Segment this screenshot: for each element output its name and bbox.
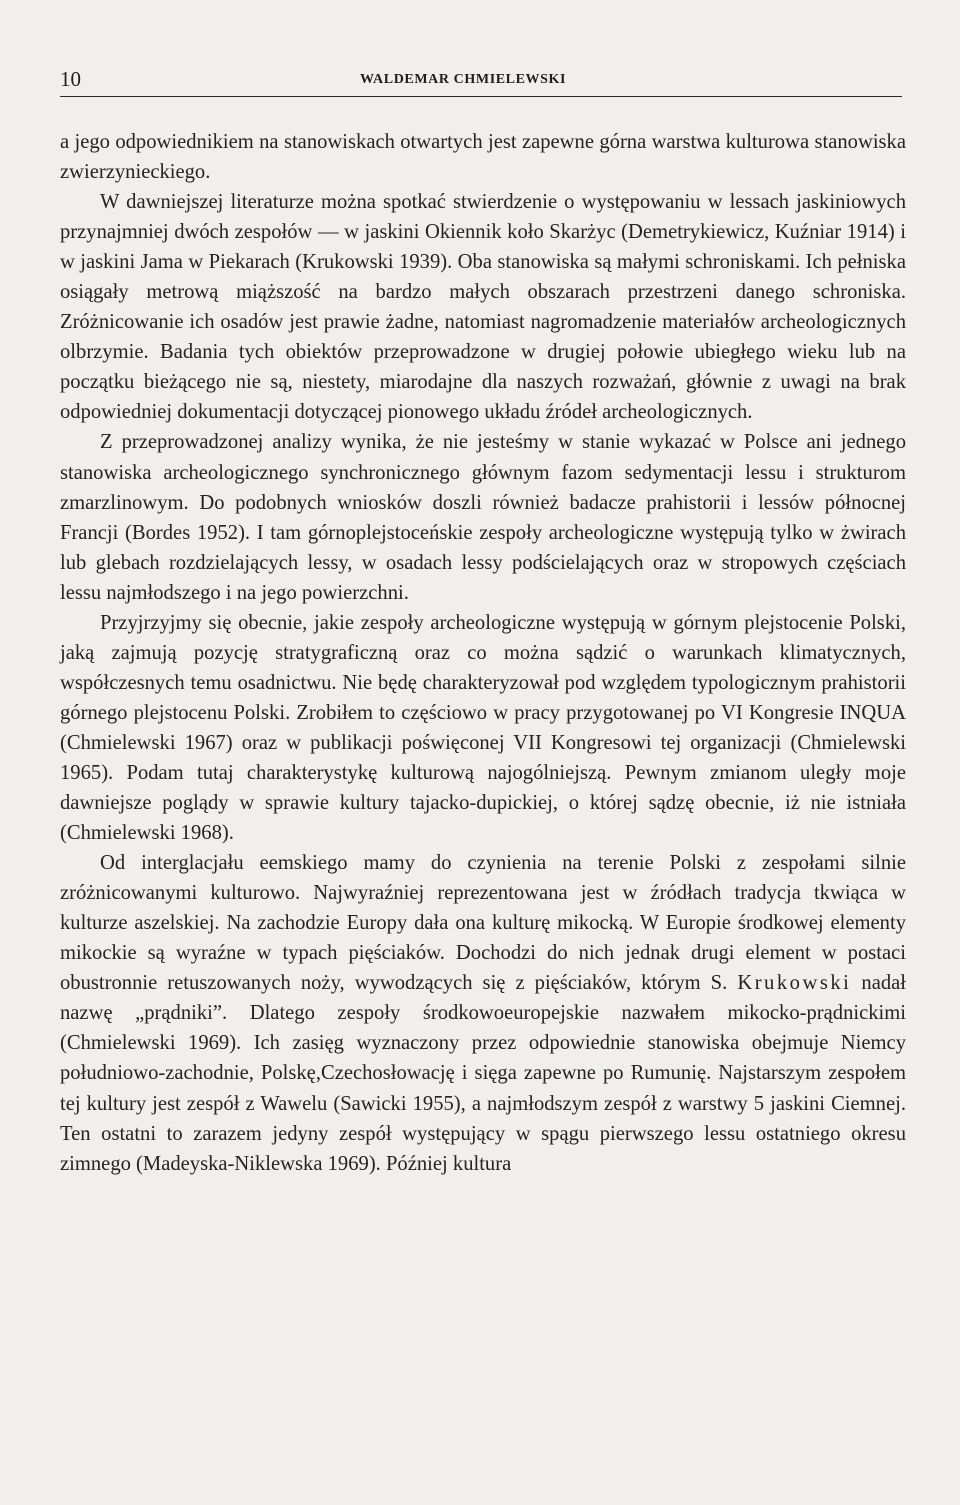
body-text <box>60 127 906 1179</box>
page-header <box>60 66 902 97</box>
paragraph-2: W dawniejszej literaturze można spotkać stwierdzenie o występowaniu w lessach jaskiniowych przynajmniej dwóch zespołów — w jaskini Okiennik koło Skarżyc (Demetrykiewicz, Kuźniar 1914) i w jaskini Jama w Piekarach (Krukowski 1939). Oba stanowiska są małymi schroniskami. Ich pełniska osiągały metrową miąższość na bardzo małych obszarach przestrzeni danego schroniska. Zróżnicowanie ich osadów jest prawie żadne, natomiast nagromadzenie materiałów archeologicznych olbrzymie. Badania tych obiektów przeprowadzone w drugiej połowie ubiegłego wieku lub na początku bieżącego nie są, niestety, miarodajne dla naszych rozważań, głównie z uwagi na brak odpowiedniej dokumentacji dotyczącej pionowego układu źródeł archeologicznych. <box>60 191 906 424</box>
paragraph-4: Przyjrzyjmy się obecnie, jakie zespoły archeologiczne występują w górnym plejstocenie Polski, jaką zajmują pozycję stratygraficzną oraz co można sądzić o warunkach klimatycznych, współczesnych temu osadnictwu. Nie będę charakteryzował pod względem typologicznym prahistorii górnego plejstocenu Polski. Zrobiłem to częściowo w pracy przygotowanej po VI Kongresie INQUA (Chmielewski 1967) oraz w publikacji poświęconej VII Kongresowi tej organizacji (Chmielewski 1965). Podam tutaj charakterystykę kulturową najogólniejszą. Pewnym zmianom uległy moje dawniejsze poglądy w sprawie kultury tajacko-dupickiej, o której sądzę obecnie, iż nie istniała (Chmielewski 1968). <box>60 611 906 845</box>
running-head: WALDEMAR CHMIELEWSKI <box>360 72 567 87</box>
paragraph-5-part-1: Od interglacjału eemskiego mamy do czynienia na terenie Polski z zespołami silnie zróżnicowanymi kulturowo. Najwyraźniej reprezentowana jest w źródłach tradycja tkwiąca w kulturze aszelskiej. Na zachodzie Europy dała ona kulturę mikocką. W Europie środkowej elementy mikockie są wyraźne w typach pięściaków. Dochodzi do nich jednak drugi element w postaci obustronnie retuszowanych noży, wywodzących się z pięściaków, którym S. <box>60 852 906 995</box>
paragraph-5-part-2: nadał nazwę „prądniki”. Dlatego zespoły środkowoeuropejskie nazwałem mikocko-prądnickimi (Chmielewski 1969). Ich zasięg wyznaczony przez odpowiednie stanowiska obejmuje Niemcy południowo-zachodnie, Polskę,Czechosłowację i sięga zapewne po Rumunię. Najstarszym zespołem tej kultury jest zespół z Wawelu (Sawicki 1955), a najmłodszym zespół z warstwy 5 jaskini Ciemnej. Ten ostatni to zarazem jedyny zespół występujący w spągu pierwszego lessu ostatniego okresu zimnego (Madeyska-Niklewska 1969). Później kultura <box>60 972 906 1175</box>
page-number: 10 <box>60 67 81 91</box>
paragraph-1: a jego odpowiednikiem na stanowiskach otwartych jest zapewne górna warstwa kulturowa stanowiska zwierzynieckiego. <box>60 131 906 184</box>
paragraph-5 <box>60 848 906 1179</box>
paragraph-3: Z przeprowadzonej analizy wynika, że nie jesteśmy w stanie wykazać w Polsce ani jednego stanowiska archeologicznego synchronicznego głównym fazom sedymentacji lessu i strukturom zmarzlinowym. Do podobnych wniosków doszli również badacze prahistorii i lessów północnej Francji (Bordes 1952). I tam górnoplejstoceńskie zespoły archeologiczne występują tylko w żwirach lub glebach rozdzielających lessy, w osadach lessy podścielających oraz w stropowych częściach lessu najmłodszego i na jego powierzchni. <box>60 431 906 604</box>
spaced-author-name: Krukowski <box>737 972 852 995</box>
